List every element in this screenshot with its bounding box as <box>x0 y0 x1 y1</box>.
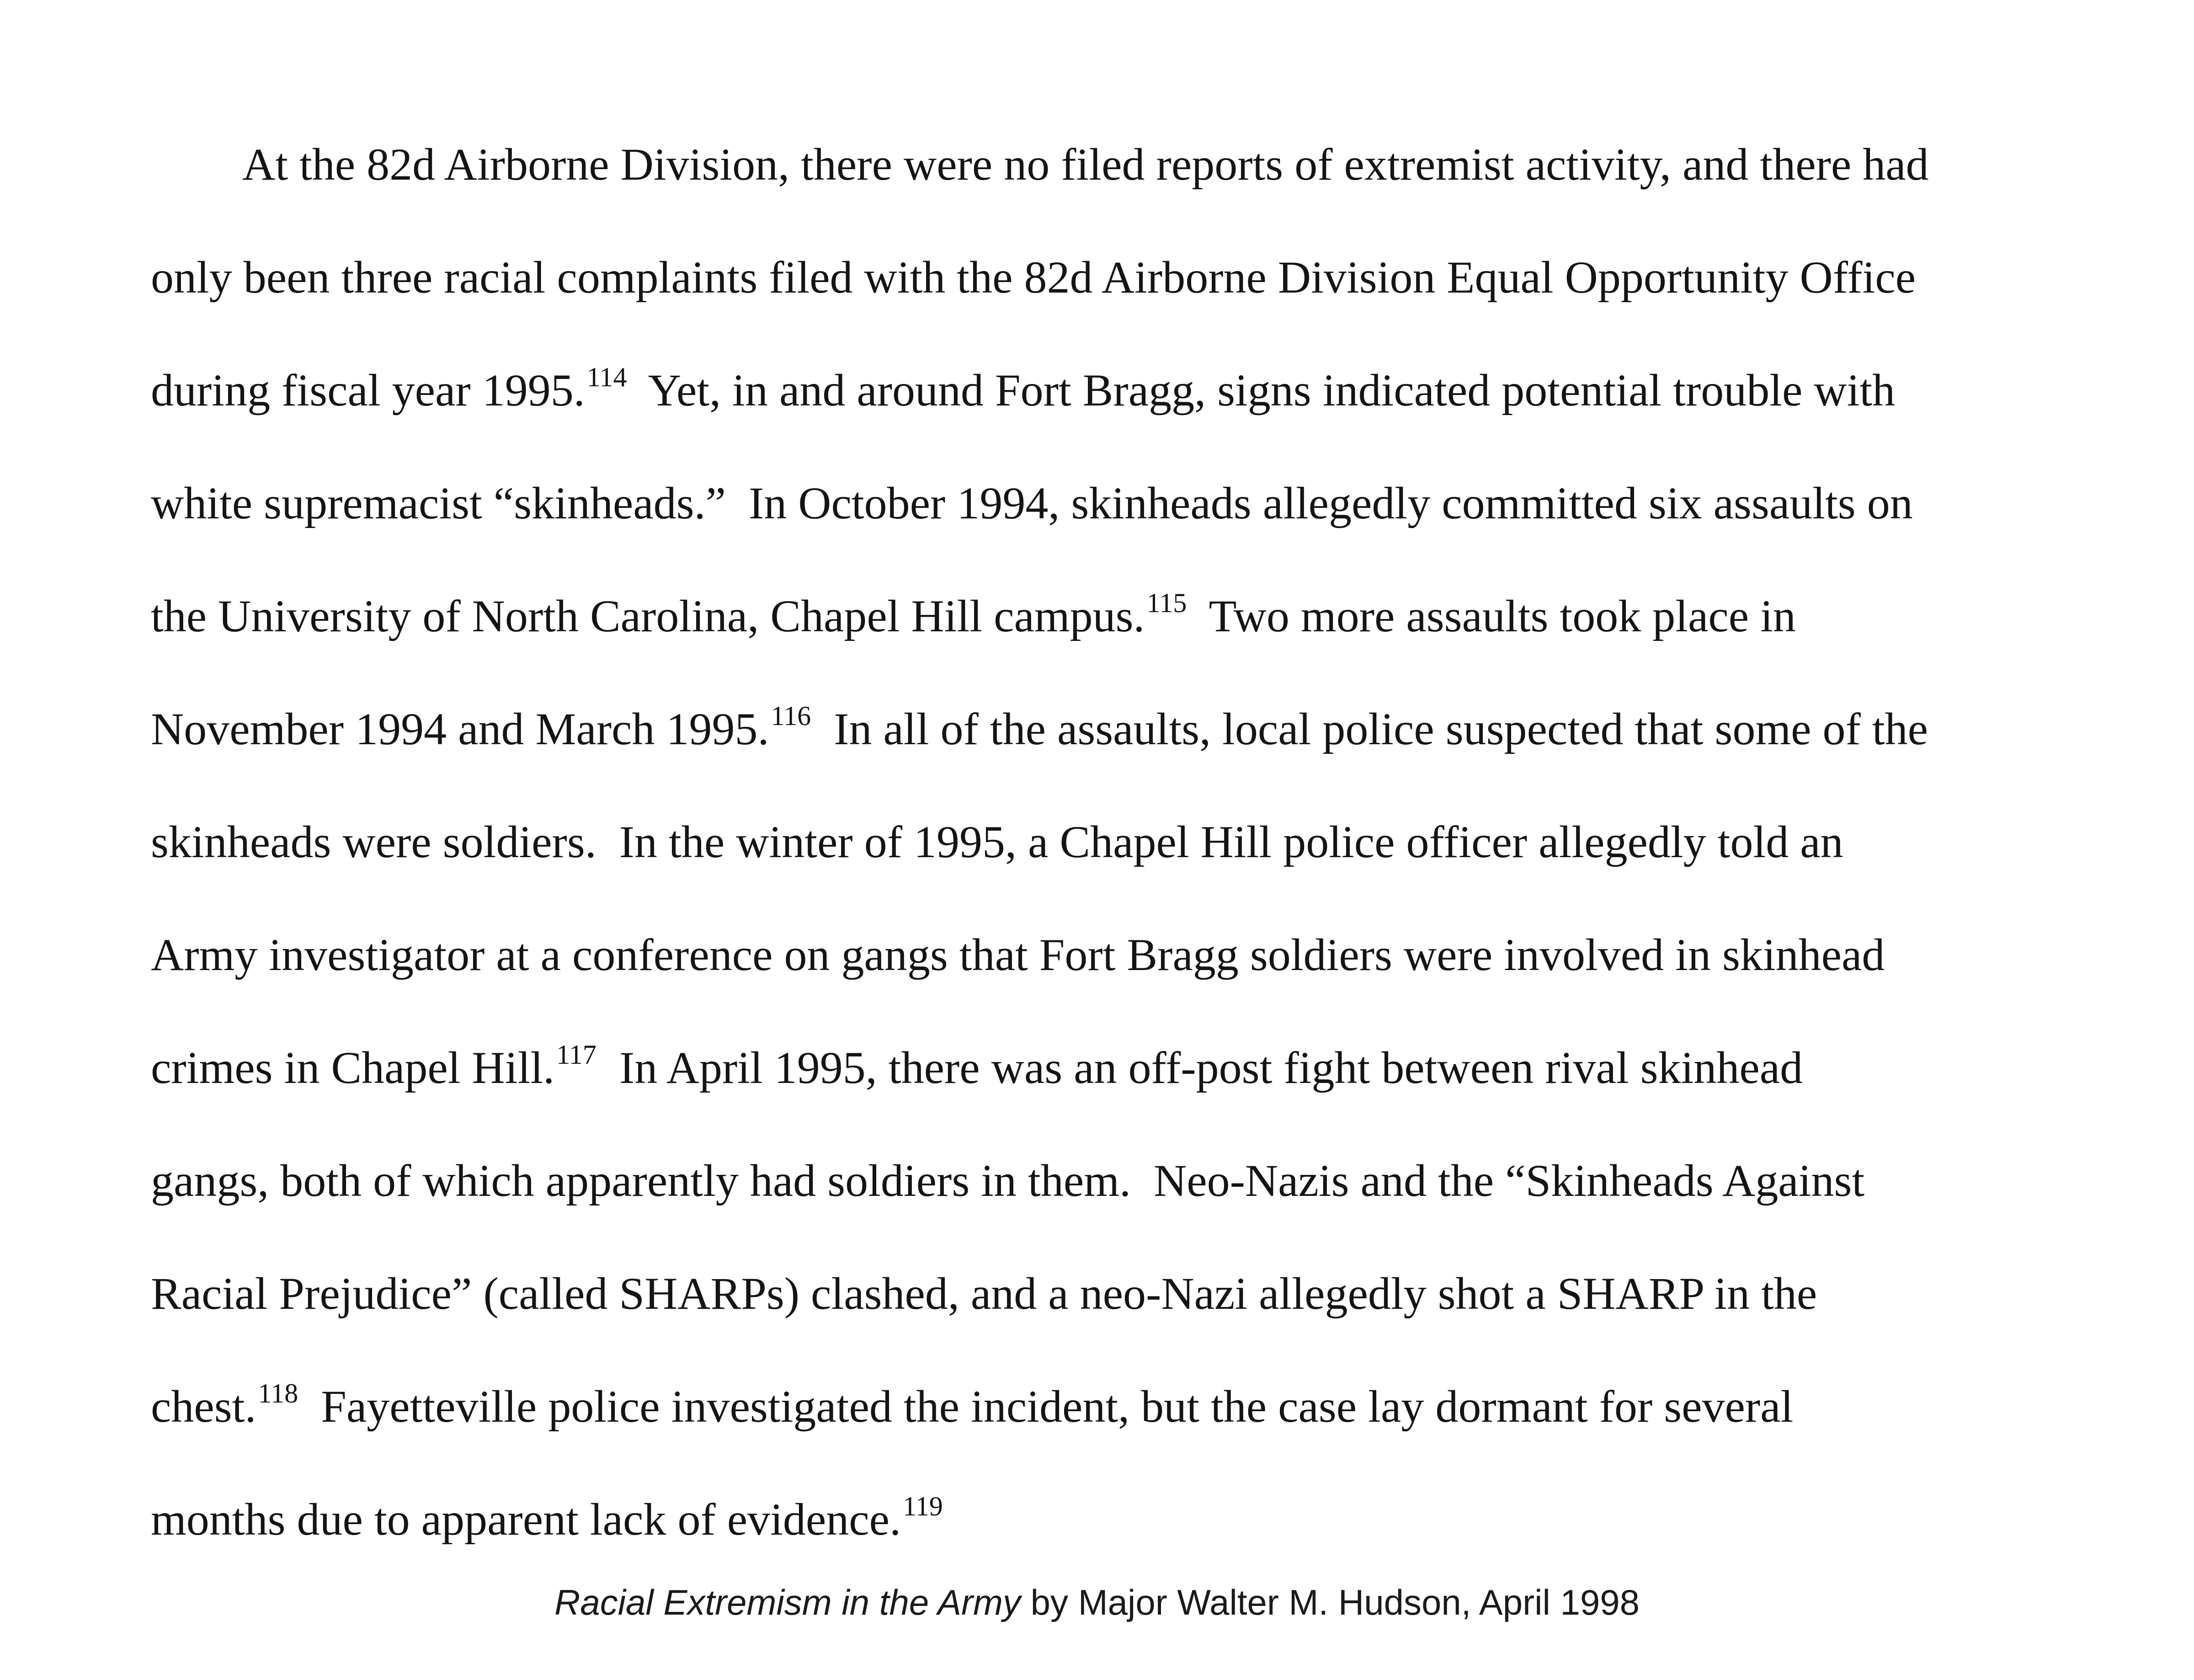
line-text: skinheads were soldiers. In the winter of 1995, a Chapel Hill police officer allegedly told an <box>151 816 1843 867</box>
paragraph-line <box>151 1153 1864 1208</box>
line-text: chest. <box>151 1381 256 1432</box>
footnote-marker: 115 <box>1146 588 1187 618</box>
paragraph-line <box>242 137 1929 192</box>
footnote-marker: 117 <box>556 1040 596 1070</box>
footnote-marker: 118 <box>258 1378 298 1408</box>
paragraph-line <box>151 1266 1817 1321</box>
line-text: Fayetteville police investigated the incident, but the case lay dormant for several <box>298 1381 1794 1432</box>
line-text: white supremacist “skinheads.” In October 1994, skinheads allegedly committed six assaults on <box>151 478 1913 528</box>
line-text: Two more assaults took place in <box>1187 591 1796 641</box>
paragraph-line <box>151 1040 1803 1101</box>
line-text: In all of the assaults, local police suspected that some of the <box>811 704 1928 754</box>
paragraph-line <box>151 702 1928 763</box>
line-text: the University of North Carolina, Chapel Hill campus. <box>151 591 1145 641</box>
line-text: Yet, in and around Fort Bragg, signs indicated potential trouble with <box>627 365 1896 416</box>
paragraph-line <box>151 250 1916 305</box>
line-text: In April 1995, there was an off-post fight between rival skinhead <box>596 1042 1803 1093</box>
paragraph-line <box>151 1492 943 1553</box>
line-text: At the 82d Airborne Division, there were no filed reports of extremist activity, and there had <box>242 139 1929 190</box>
paragraph-line <box>151 928 1885 982</box>
caption-book-title: Racial Extremism in the Army <box>554 1582 1021 1622</box>
paragraph-line <box>151 589 1796 650</box>
line-text: Racial Prejudice” (called SHARPs) clashed, and a neo-Nazi allegedly shot a SHARP in the <box>151 1268 1817 1319</box>
line-text: gangs, both of which apparently had soldiers in them. Neo-Nazis and the “Skinheads Against <box>151 1155 1865 1206</box>
line-text: only been three racial complaints filed with the 82d Airborne Division Equal Opportunity Office <box>151 252 1916 303</box>
footnote-marker: 114 <box>586 362 627 392</box>
paragraph-line <box>151 476 1913 531</box>
footnote-marker: 116 <box>771 701 811 731</box>
paragraph-line <box>151 815 1843 869</box>
paragraph-line <box>151 1379 1793 1440</box>
paragraph-line <box>151 363 1895 424</box>
footnote-marker: 119 <box>903 1491 943 1521</box>
line-text: November 1994 and March 1995. <box>151 704 769 754</box>
line-text: months due to apparent lack of evidence. <box>151 1494 901 1545</box>
caption-author-date: by Major Walter M. Hudson, April 1998 <box>1020 1582 1640 1622</box>
source-caption <box>0 1579 2194 1625</box>
line-text: during fiscal year 1995. <box>151 365 585 416</box>
line-text: crimes in Chapel Hill. <box>151 1042 555 1093</box>
line-text: Army investigator at a conference on gangs that Fort Bragg soldiers were involved in skinhead <box>151 929 1885 980</box>
